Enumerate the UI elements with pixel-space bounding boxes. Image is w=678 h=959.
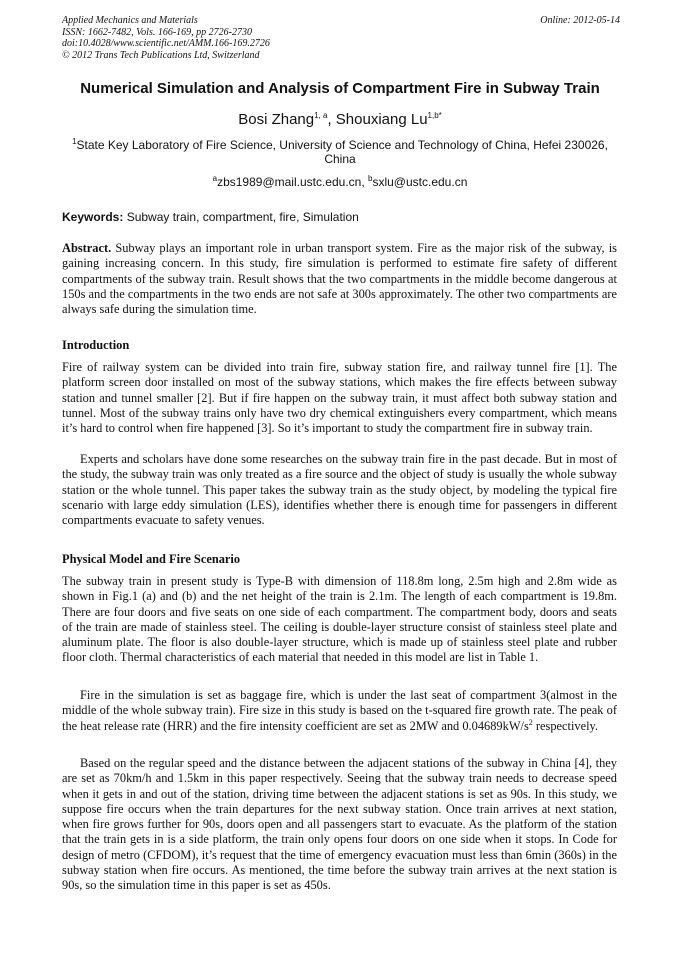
keywords-text: Subway train, compartment, fire, Simulation (123, 210, 359, 224)
issn-line: ISSN: 1662-7482, Vols. 166-169, pp 2726-2730 (62, 26, 252, 38)
model-paragraph-2 (62, 688, 617, 734)
email-superscript: a (212, 174, 218, 183)
email-address: zbs1989@mail.ustc.edu.cn (217, 175, 362, 189)
email-superscript: b (368, 174, 373, 183)
doi-line: doi:10.4028/www.scientific.net/AMM.166-169.2726 (62, 38, 270, 49)
journal-name: Applied Mechanics and Materials (62, 15, 198, 26)
author-superscript: 1, a (314, 111, 328, 120)
author-name: Bosi Zhang (238, 111, 315, 128)
section-heading-physical-model: Physical Model and Fire Scenario (62, 552, 241, 566)
model-paragraph-1: The subway train in present study is Type-B with dimension of 118.8m long, 2.5m high and 2.8m wide as shown in Fig.1 (a) and (b) and the net height of the train is 2.1m. The length of each compartment is 19.8m. There are four doors and five seats on one side of each compartment. The compartment body, doors and seats of the train are made of stainless steel. The ceiling is double-layer structure consist of stainless steel plate and aluminum plate. The floor is also double-layer structure, which is made up of stainless steel plate and rubber floor cloth. Thermal characteristics of each material that needed in this model are list in Table 1. (62, 574, 617, 665)
section-heading-introduction: Introduction (62, 338, 130, 352)
author-superscript: 1,b* (427, 111, 442, 120)
email-separator: , (361, 175, 369, 189)
model-paragraph-2-superscript: 2 (528, 717, 533, 727)
email-line (40, 175, 640, 189)
author-name: Shouxiang Lu (335, 111, 428, 128)
affiliation-text: State Key Laboratory of Fire Science, University of Science and Technology of China, Hefei 230026, China (76, 138, 608, 166)
affiliation (62, 138, 618, 166)
author-line (40, 111, 640, 129)
keywords-label: Keywords: (62, 210, 124, 224)
model-paragraph-2-text: Fire in the simulation is set as baggage fire, which is under the last seat of compartment 3(almost in the middle of the whole subway train). Fire size in this study is based on the t-squared fire growth rate. The peak of the heat release rate (HRR) and the fire intensity coefficient are set as 2MW and 0.04689kW/s (62, 688, 617, 733)
intro-paragraph-1: Fire of railway system can be divided into train fire, subway station fire, and railway tunnel fire [1]. The platform screen door installed on most of the subway stations, which makes the fire effects between subway station and tunnel smaller [2]. But if fire happen on the subway train, it must affect both subway station and tunnel. Most of the subway trains only have two dry chemical extinguishers every compartment, which means it’s hard to control when fire happened [3]. So it’s important to study the compartment fire in subway train. (62, 360, 617, 436)
abstract-label: Abstract. (62, 241, 112, 255)
paper-title: Numerical Simulation and Analysis of Compartment Fire in Subway Train (80, 80, 600, 97)
copyright-line: © 2012 Trans Tech Publications Ltd, Switzerland (62, 49, 260, 61)
journal-header (62, 15, 382, 61)
affiliation-superscript: 1 (72, 137, 77, 146)
model-paragraph-2-tail: respectively. (532, 718, 599, 733)
abstract (62, 241, 617, 317)
keywords (62, 210, 618, 224)
abstract-text: Subway plays an important role in urban transport system. Fire as the major risk of the subway, is gaining increasing concern. In this study, fire simulation is performed to estimate fire safety of different compartments of the subway train. Result shows that the two compartments in the middle become dangerous at 150s and the compartments in the two ends are not safe at 300s approximately. The other two compartments are always safe during the simulation time. (62, 241, 617, 317)
email-address: sxlu@ustc.edu.cn (372, 175, 468, 189)
model-paragraph-3: Based on the regular speed and the distance between the adjacent stations of the subway in China [4], they are set as 70km/h and 1.5km in this paper respectively. Seeing that the subway train needs to decrease speed when it gets in and out of the station, driving time between the adjacent stations is set as 90s. In this study, we suppose fire occurs when the train departures for the next subway station. Once train arrives at next station, when fire grows further for 90s, doors open and all passengers start to evacuate. As the platform of the station that the train gets in is a side platform, the train only opens four doors on one side when it stops. In Code for design of metro (CFDOM), it’s request that the time of emergency evacuation must less than 6min (360s) in the subway station when fire occurs. As mentioned, the time before the subway train arrives at the next station is 90s, so the simulation time in this paper is set as 450s. (62, 756, 617, 893)
online-date: Online: 2012-05-14 (540, 15, 620, 26)
author-separator: , (327, 111, 336, 128)
intro-paragraph-2: Experts and scholars have done some researches on the subway train fire in the past decade. But in most of the study, the subway train was only treated as a fire source and the object of study is usually the whole subway station or the whole tunnel. This paper takes the subway train as the study object, by modeling the typical fire scenario with large eddy simulation (LES), identifies whether there is enough time for passengers in different compartments evacuate to safety venues. (62, 452, 617, 528)
